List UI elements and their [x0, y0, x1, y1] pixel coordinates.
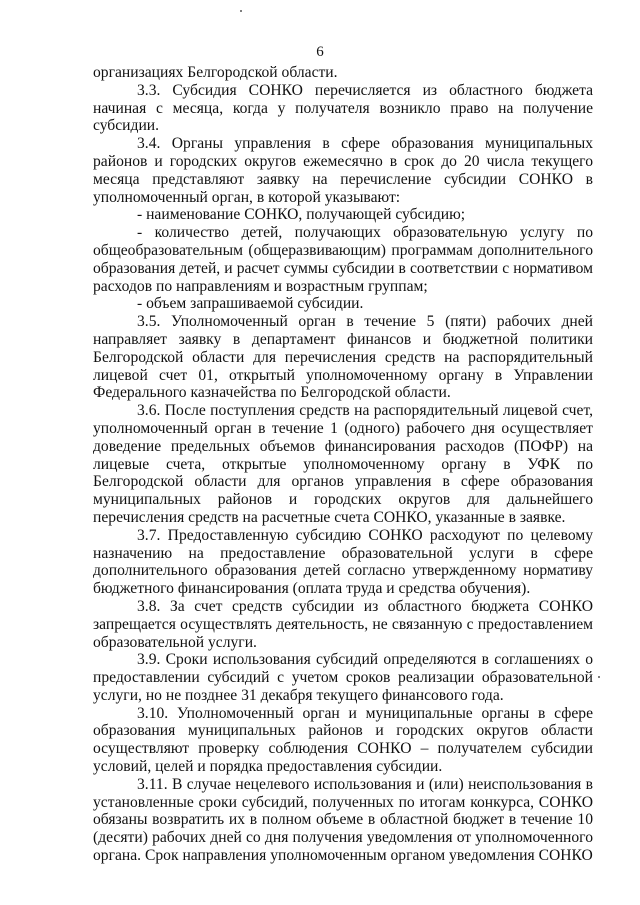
paragraph-3-5: 3.5. Уполномоченный орган в течение 5 (пяти) рабочих дней направляет заявку в департамент финансов и бюджетной политики Белгородской области для перечисления средств на распорядительный лицевой счет 01, открытый уполномоченному органу в Управлении Федерального казначейства по Белгородской области. — [93, 313, 593, 402]
scan-speck — [598, 676, 600, 678]
page-number: 6 — [316, 44, 324, 60]
document-body — [93, 64, 593, 865]
list-item-children-count: - количество детей, получающих образовательную услугу по общеобразовательным (общеразвивающим) программам дополнительного образования детей, и расчет суммы субсидии в соответствии с нормативом расходов по направлениям и возрастным группам; — [93, 224, 593, 295]
scan-speck — [240, 10, 242, 12]
list-item-name: - наименование СОНКО, получающей субсидию; — [137, 206, 466, 224]
paragraph-3-3: 3.3. Субсидия СОНКО перечисляется из областного бюджета начиная с месяца, когда у получателя возникло право на получение субсидии. — [93, 81, 593, 135]
list-item-subsidy-volume: - объем запрашиваемой субсидии. — [137, 295, 364, 313]
paragraph-3-7: 3.7. Предоставленную субсидию СОНКО расходуют по целевому назначению на предоставление образовательной услуги в сфере дополнительного образования детей согласно утвержденному нормативу бюджетного финансирования (оплата труда и средства обучения). — [93, 526, 593, 598]
paragraph-3-10: 3.10. Уполномоченный орган и муниципальные органы в сфере образования муниципальных районов и городских округов области осуществляют проверку соблюдения СОНКО – получателем субсидии условий, целей и порядка предоставления субсидии. — [93, 704, 593, 776]
paragraph-3-8: 3.8. За счет средств субсидии из областного бюджета СОНКО запрещается осуществлять деятельность, не связанную с предоставлением образовательной услуги. — [93, 597, 593, 651]
paragraph-continuation: организациях Белгородской области. — [93, 64, 338, 81]
paragraph-3-11: 3.11. В случае нецелевого использования и (или) неиспользования в установленные сроки субсидий, полученных по итогам конкурса, СОНКО обязаны возвратить их в полном объеме в областной бюджет в течение 10 (десяти) рабочих дней со дня получения уведомления от уполномоченного органа. Срок направления уполномоченным органом уведомления СОНКО — [93, 775, 593, 865]
paragraph-3-6: 3.6. После поступления средств на распорядительный лицевой счет, уполномоченный орган в течение 1 (одного) рабочего дня осуществляет доведение предельных объемов финансирования расходов (ПОФР) на лицевые счета, открытые уполномоченному органу в УФК по Белгородской области для органов управления в сфере образования муниципальных районов и городских округов для дальнейшего перечисления средств на расчетные счета СОНКО, указанные в заявке. — [93, 402, 593, 526]
paragraph-3-9: 3.9. Сроки использования субсидий определяются в соглашениях о предоставлении субсидий с учетом сроков реализации образовательной услуги, но не позднее 31 декабря текущего финансового года. — [93, 651, 593, 704]
paragraph-3-4: 3.4. Органы управления в сфере образования муниципальных районов и городских округов ежемесячно в срок до 20 числа текущего месяца представляют заявку на перечисление субсидии СОНКО в уполномоченный орган, в которой указывают: — [93, 135, 593, 206]
